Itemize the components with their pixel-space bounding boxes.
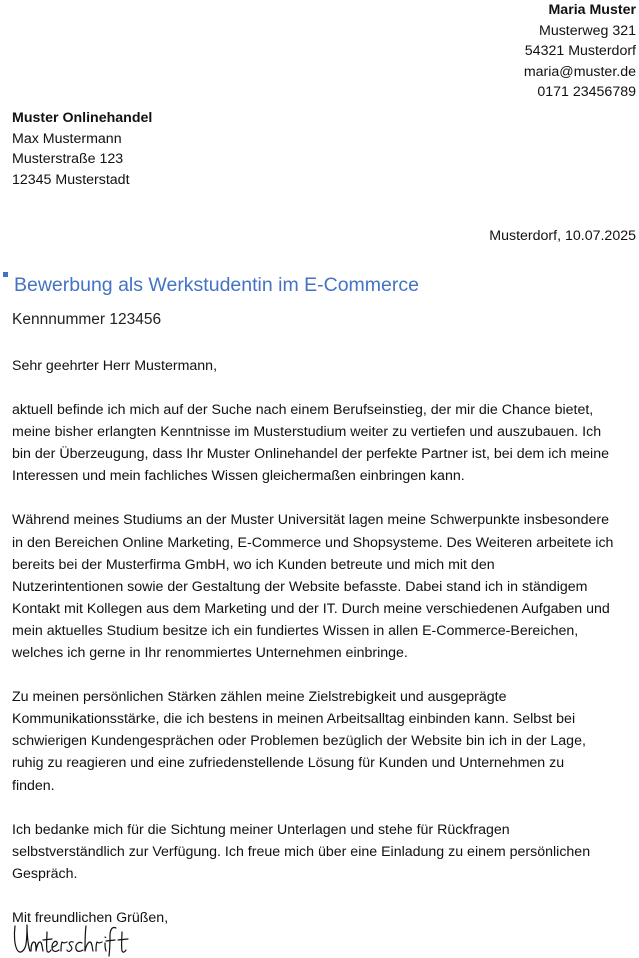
salutation: Sehr geehrter Herr Mustermann, bbox=[12, 358, 218, 374]
subject-heading: Bewerbung als Werkstudentin im E-Commerce bbox=[14, 274, 419, 296]
text-line: welches ich gerne in Ihr renommiertes Unternehmen einbringe. bbox=[12, 645, 408, 662]
paragraph-closing-remarks bbox=[12, 819, 637, 885]
paragraph-experience bbox=[12, 509, 637, 664]
handwritten-signature bbox=[12, 920, 132, 958]
subject-marker bbox=[3, 272, 8, 277]
text-line: Gespräch. bbox=[12, 865, 78, 882]
letter-date: Musterdorf, 10.07.2025 bbox=[489, 228, 636, 244]
text-line: meine bisher erlangten Kenntnisse im Musterstudium weiter zu vertiefen und auszubauen. Ich bbox=[12, 424, 602, 441]
recipient-city: 12345 Musterstadt bbox=[12, 171, 130, 188]
text-line: selbstverständlich zur Verfügung. Ich freue mich über eine Einladung zu einem persönlichen bbox=[12, 843, 591, 860]
sender-name: Maria Muster bbox=[548, 2, 636, 18]
recipient-block bbox=[12, 108, 152, 190]
text-line: Während meines Studiums an der Muster Universität lagen meine Schwerpunkte insbesondere bbox=[12, 512, 609, 529]
text-line: Zu meinen persönlichen Stärken zählen meine Zielstrebigkeit und ausgeprägte bbox=[12, 689, 507, 706]
text-line: Interessen und mein fachliches Wissen gleichermaßen einbringen kann. bbox=[12, 468, 465, 485]
text-line: finden. bbox=[12, 777, 55, 794]
text-line: Ich bedanke mich für die Sichtung meiner Unterlagen und stehe für Rückfragen bbox=[12, 821, 510, 838]
text-line: bin der Überzeugung, dass Ihr Muster Onlinehandel der perfekte Partner ist, bei dem ich meine bbox=[12, 446, 609, 463]
closing-phrase: Mit freundlichen Grüßen, bbox=[12, 909, 169, 926]
sender-city: 54321 Musterdorf bbox=[524, 43, 636, 59]
text-line: Kommunikationsstärke, die ich bestens in meinen Arbeitsalltag einbinden kann. Selbst bei bbox=[12, 711, 576, 728]
sender-email: maria@muster.de bbox=[523, 63, 636, 80]
text-line: Nutzerintentionen sowie der Gestaltung der Website befasste. Dabei stand ich in ständigem bbox=[12, 578, 588, 595]
sender-street: Musterweg 321 bbox=[539, 22, 636, 39]
recipient-contact: Max Mustermann bbox=[12, 130, 122, 147]
text-line: bereits bei der Musterfirma GmbH, wo ich Kunden betreute und mich mit den bbox=[12, 556, 495, 573]
text-line: Kontakt mit Kollegen aus dem Marketing und der IT. Durch meine verschiedenen Aufgaben und bbox=[12, 600, 610, 617]
recipient-street: Musterstraße 123 bbox=[12, 151, 124, 167]
paragraph-strengths bbox=[12, 686, 637, 796]
text-line: aktuell befinde ich mich auf der Suche nach einem Berufseinstieg, der mir die Chance bietet, bbox=[12, 402, 594, 419]
text-line: ruhig zu reagieren und eine zufriedenstellende Lösung für Kunden und Unternehmen zu bbox=[12, 755, 565, 772]
text-line: mein aktuelles Studium besitze ich ein fundiertes Wissen in allen E-Commerce-Bereichen, bbox=[12, 622, 579, 639]
text-line: schwierigen Kundengesprächen oder Problemen bezüglich der Website bin ich in der Lage, bbox=[12, 733, 586, 750]
sender-block bbox=[524, 0, 636, 103]
reference-number: Kennnummer 123456 bbox=[12, 311, 162, 328]
sender-phone: 0171 23456789 bbox=[537, 84, 636, 100]
recipient-company: Muster Onlinehandel bbox=[12, 110, 153, 126]
text-line: in den Bereichen Online Marketing, E-Commerce und Shopsysteme. Des Weiteren arbeitete ich bbox=[12, 534, 614, 551]
paragraph-intro bbox=[12, 399, 637, 487]
letter-body bbox=[12, 355, 637, 929]
